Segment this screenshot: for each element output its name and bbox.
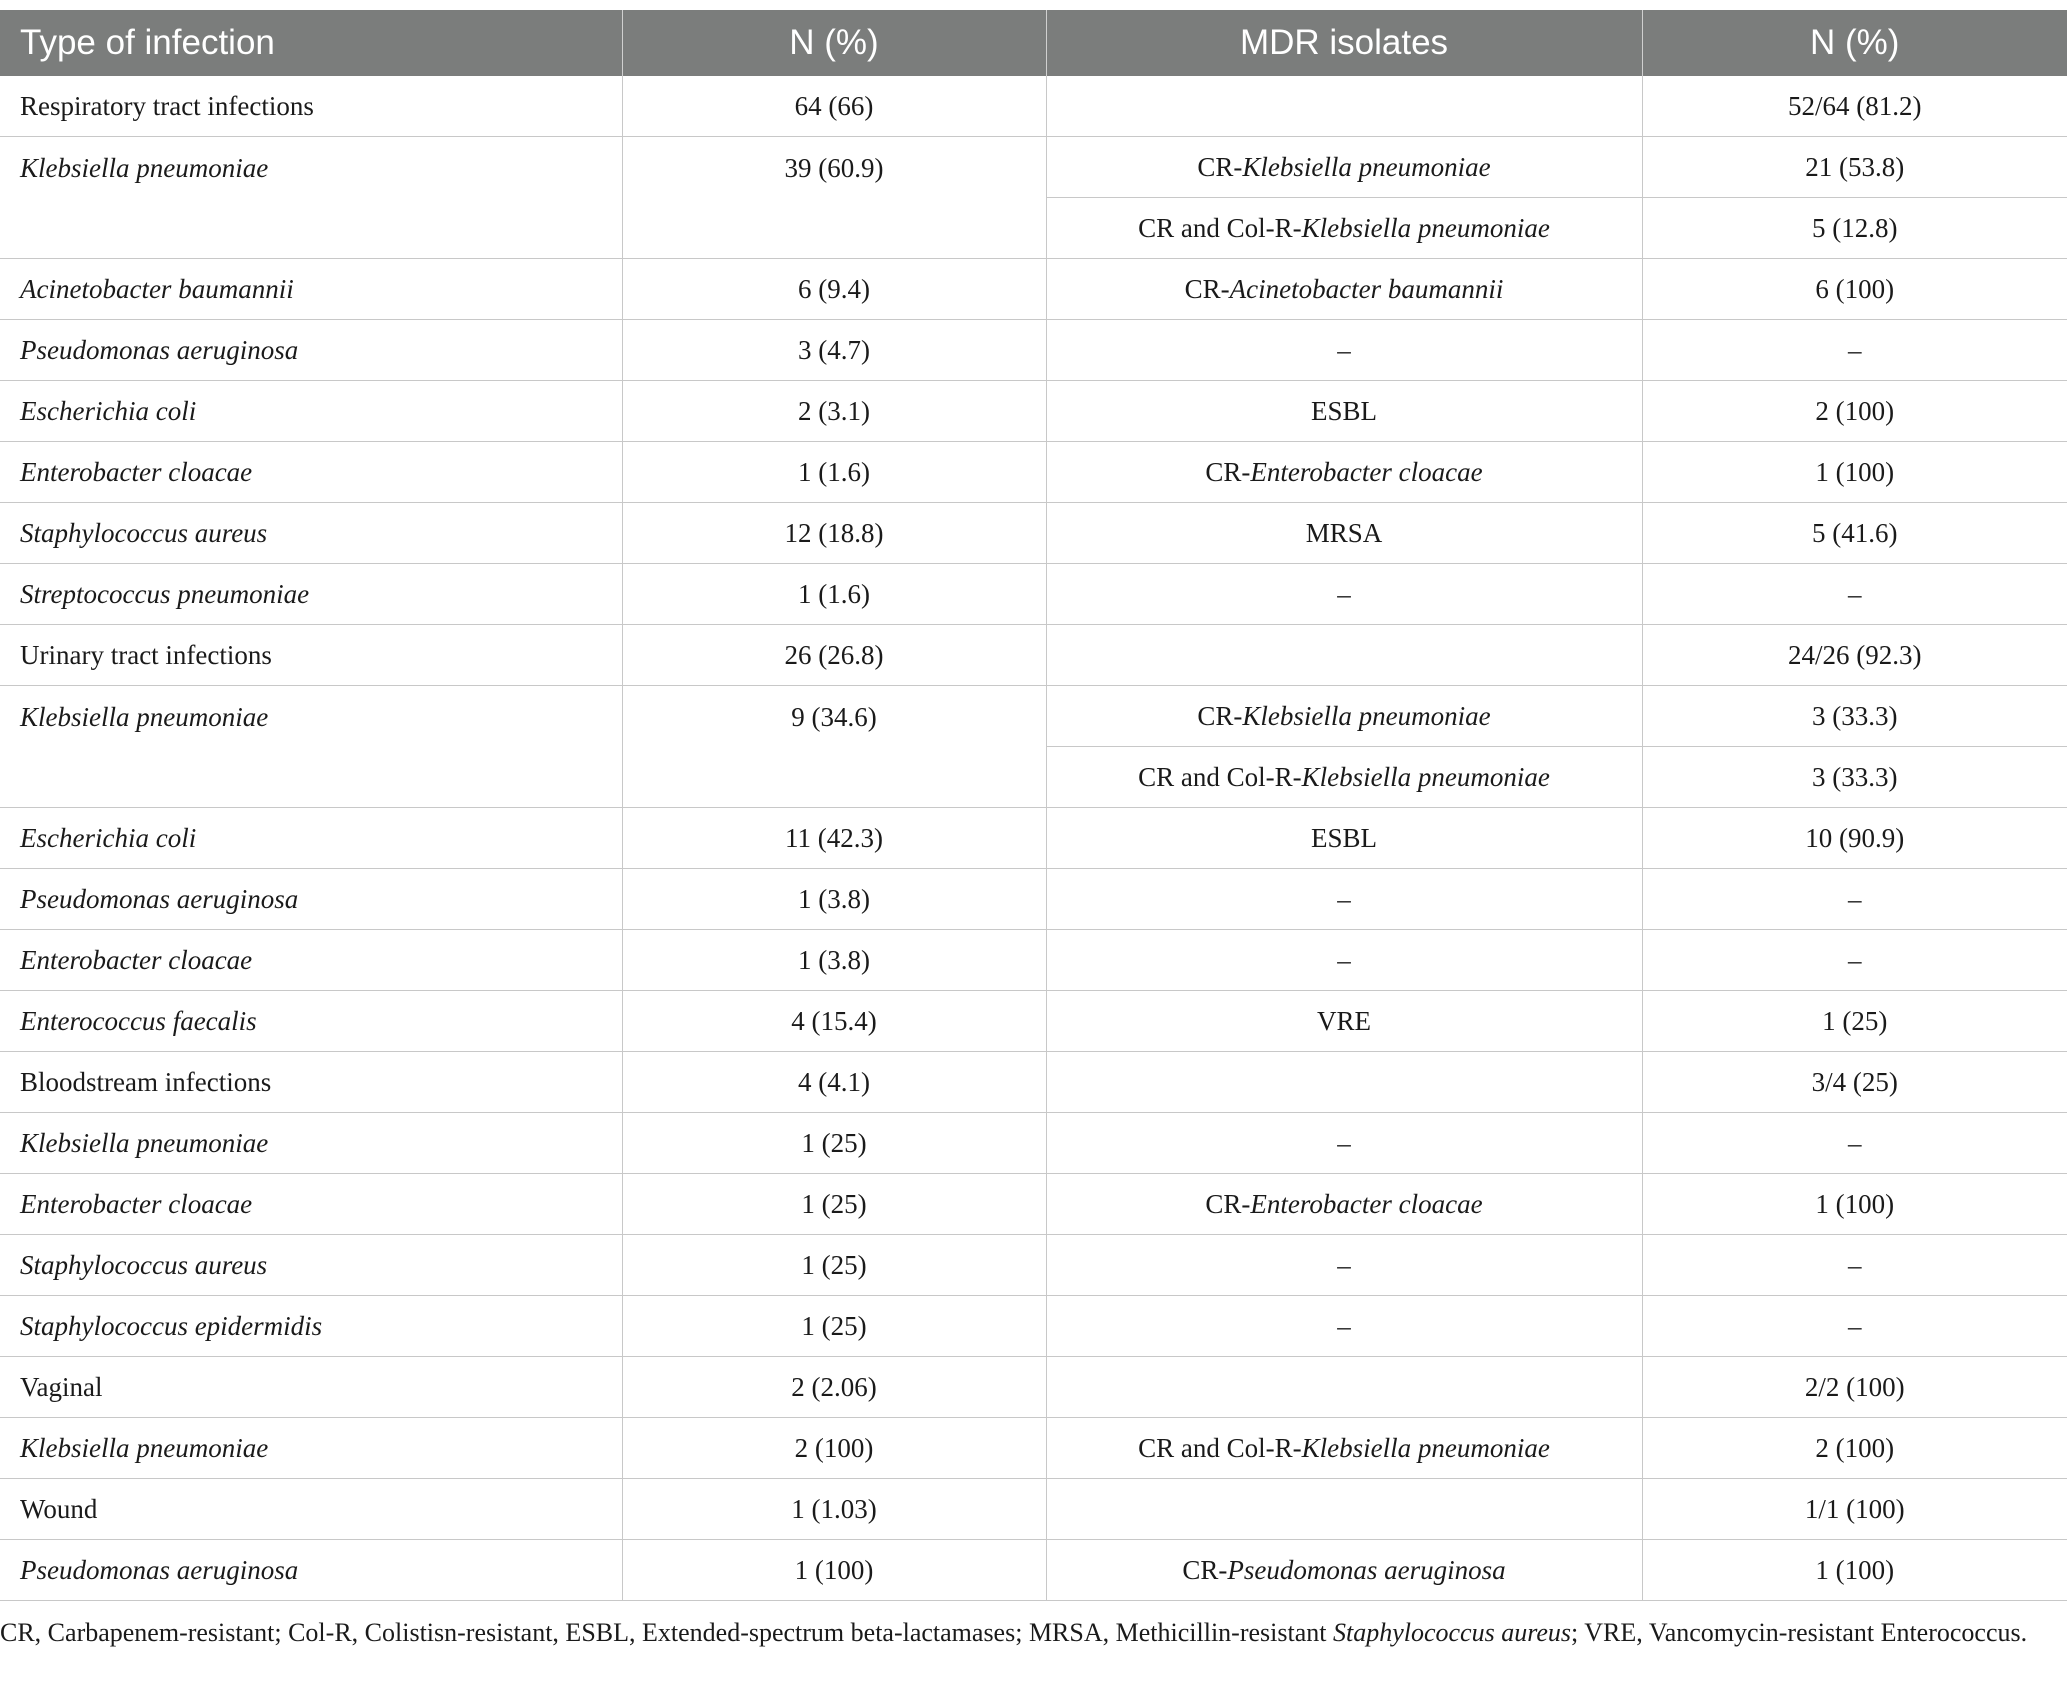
mdr-organism: Pseudomonas aeruginosa [1227,1554,1506,1585]
mdr-isolate-cell [1046,259,1642,320]
mdr-isolate-cell [1046,1174,1642,1235]
mdr-count-cell: 1 (25) [1642,991,2067,1052]
organism-cell: Klebsiella pneumoniae [0,137,622,259]
count-cell: 1 (25) [622,1113,1046,1174]
organism-cell: Staphylococcus epidermidis [0,1296,622,1357]
mdr-count-cell: 1 (100) [1642,1174,2067,1235]
footnote-text-end: ; VRE, Vancomycin-resistant Enterococcus. [1571,1618,2028,1647]
table-row [0,1113,2067,1174]
count-cell: 1 (1.6) [622,442,1046,503]
mdr-organism: Klebsiella pneumoniae [1301,761,1550,792]
table-row [0,381,2067,442]
table-row [0,442,2067,503]
mdr-organism: Enterobacter cloacae [1250,456,1483,487]
mdr-prefix: – [1337,1127,1351,1158]
mdr-count-cell: 6 (100) [1642,259,2067,320]
organism-cell: Enterobacter cloacae [0,930,622,991]
mdr-isolate-cell [1046,381,1642,442]
infection-type-cell: Respiratory tract infections [0,76,622,137]
mdr-count-cell: 52/64 (81.2) [1642,76,2067,137]
organism-cell: Pseudomonas aeruginosa [0,320,622,381]
mdr-isolate-cell [1046,320,1642,381]
infection-type-cell: Bloodstream infections [0,1052,622,1113]
table-row [0,137,2067,198]
infection-table-container [0,10,2067,1601]
mdr-prefix: MRSA [1305,517,1383,548]
mdr-isolate-cell [1046,1357,1642,1418]
table-row [0,320,2067,381]
table-row [0,625,2067,686]
mdr-count-cell: – [1642,564,2067,625]
mdr-organism: Klebsiella pneumoniae [1242,151,1491,182]
count-cell: 64 (66) [622,76,1046,137]
count-cell: 1 (1.6) [622,564,1046,625]
count-cell: 1 (3.8) [622,869,1046,930]
mdr-count-cell: – [1642,1113,2067,1174]
mdr-isolate-cell [1046,1113,1642,1174]
table-row [0,991,2067,1052]
count-cell: 4 (15.4) [622,991,1046,1052]
table-row [0,76,2067,137]
mdr-isolate-cell [1046,1540,1642,1601]
infection-mdr-table [0,10,2067,1601]
mdr-isolate-cell [1046,76,1642,137]
mdr-organism: Acinetobacter baumannii [1229,273,1504,304]
organism-cell: Acinetobacter baumannii [0,259,622,320]
mdr-prefix: – [1337,1310,1351,1341]
mdr-prefix: – [1337,883,1351,914]
header-row [0,10,2067,76]
header-n-percent: N (%) [622,10,1046,76]
organism-cell: Streptococcus pneumoniae [0,564,622,625]
table-row [0,1174,2067,1235]
mdr-isolate-cell [1046,1479,1642,1540]
count-cell: 6 (9.4) [622,259,1046,320]
mdr-count-cell: 3/4 (25) [1642,1052,2067,1113]
count-cell: 1 (1.03) [622,1479,1046,1540]
count-cell: 4 (4.1) [622,1052,1046,1113]
mdr-count-cell: 2 (100) [1642,1418,2067,1479]
organism-cell: Klebsiella pneumoniae [0,686,622,808]
count-cell: 26 (26.8) [622,625,1046,686]
organism-cell: Staphylococcus aureus [0,503,622,564]
mdr-isolate-cell [1046,1296,1642,1357]
table-row [0,1296,2067,1357]
mdr-prefix: CR- [1184,273,1230,304]
mdr-isolate-cell [1046,991,1642,1052]
mdr-count-cell: – [1642,869,2067,930]
mdr-isolate-cell [1046,1418,1642,1479]
mdr-count-cell: 21 (53.8) [1642,137,2067,198]
count-cell: 2 (2.06) [622,1357,1046,1418]
header-mdr-n-percent: N (%) [1642,10,2067,76]
mdr-isolate-cell [1046,564,1642,625]
mdr-prefix: CR- [1197,700,1243,731]
mdr-isolate-cell [1046,137,1642,198]
count-cell: 2 (100) [622,1418,1046,1479]
mdr-prefix: ESBL [1310,395,1377,426]
organism-cell: Enterococcus faecalis [0,991,622,1052]
count-cell: 2 (3.1) [622,381,1046,442]
count-cell: 3 (4.7) [622,320,1046,381]
mdr-isolate-cell [1046,503,1642,564]
mdr-count-cell: – [1642,1296,2067,1357]
table-row [0,503,2067,564]
mdr-prefix: CR- [1205,456,1251,487]
mdr-count-cell: 2/2 (100) [1642,1357,2067,1418]
mdr-prefix: CR- [1182,1554,1228,1585]
table-row [0,1540,2067,1601]
mdr-prefix: – [1337,944,1351,975]
mdr-count-cell: 1/1 (100) [1642,1479,2067,1540]
count-cell: 39 (60.9) [622,137,1046,259]
table-row [0,686,2067,747]
mdr-count-cell: 1 (100) [1642,442,2067,503]
mdr-prefix: – [1337,1249,1351,1280]
mdr-prefix: – [1337,334,1351,365]
table-header [0,10,2067,76]
mdr-isolate-cell [1046,1052,1642,1113]
mdr-count-cell: – [1642,930,2067,991]
count-cell: 1 (3.8) [622,930,1046,991]
infection-type-cell: Wound [0,1479,622,1540]
organism-cell: Escherichia coli [0,381,622,442]
mdr-isolate-cell [1046,625,1642,686]
mdr-count-cell: 3 (33.3) [1642,747,2067,808]
mdr-prefix: CR and Col-R- [1138,1432,1302,1463]
mdr-prefix: ESBL [1310,822,1377,853]
mdr-prefix: CR and Col-R- [1138,212,1302,243]
mdr-prefix: CR and Col-R- [1138,761,1302,792]
mdr-isolate-cell [1046,198,1642,259]
count-cell: 1 (25) [622,1174,1046,1235]
mdr-organism: Klebsiella pneumoniae [1301,212,1550,243]
organism-cell: Escherichia coli [0,808,622,869]
table-footnote [0,1614,2050,1652]
table-row [0,1418,2067,1479]
mdr-organism: Enterobacter cloacae [1250,1188,1483,1219]
table-row [0,1357,2067,1418]
table-row [0,1052,2067,1113]
mdr-count-cell: 1 (100) [1642,1540,2067,1601]
count-cell: 11 (42.3) [622,808,1046,869]
mdr-count-cell: 3 (33.3) [1642,686,2067,747]
table-row [0,930,2067,991]
organism-cell: Pseudomonas aeruginosa [0,1540,622,1601]
mdr-count-cell: – [1642,320,2067,381]
mdr-isolate-cell [1046,747,1642,808]
mdr-count-cell: 5 (41.6) [1642,503,2067,564]
table-row [0,1479,2067,1540]
organism-cell: Klebsiella pneumoniae [0,1113,622,1174]
mdr-isolate-cell [1046,930,1642,991]
mdr-organism: Klebsiella pneumoniae [1242,700,1491,731]
count-cell: 1 (25) [622,1296,1046,1357]
mdr-prefix: CR- [1205,1188,1251,1219]
mdr-count-cell: – [1642,1235,2067,1296]
count-cell: 1 (25) [622,1235,1046,1296]
mdr-prefix: CR- [1197,151,1243,182]
table-body [0,76,2067,1601]
mdr-isolate-cell [1046,1235,1642,1296]
organism-cell: Staphylococcus aureus [0,1235,622,1296]
mdr-count-cell: 2 (100) [1642,381,2067,442]
count-cell: 9 (34.6) [622,686,1046,808]
table-row [0,808,2067,869]
table-row [0,564,2067,625]
table-row [0,259,2067,320]
count-cell: 12 (18.8) [622,503,1046,564]
footnote-organism: Staphylococcus aureus [1332,1618,1572,1647]
organism-cell: Pseudomonas aeruginosa [0,869,622,930]
infection-type-cell: Vaginal [0,1357,622,1418]
mdr-prefix: VRE [1317,1005,1371,1036]
header-mdr-isolates: MDR isolates [1046,10,1642,76]
table-row [0,869,2067,930]
mdr-isolate-cell [1046,808,1642,869]
mdr-isolate-cell [1046,869,1642,930]
header-type-of-infection: Type of infection [0,10,622,76]
mdr-prefix: – [1337,578,1351,609]
mdr-organism: Klebsiella pneumoniae [1301,1432,1550,1463]
count-cell: 1 (100) [622,1540,1046,1601]
organism-cell: Klebsiella pneumoniae [0,1418,622,1479]
mdr-isolate-cell [1046,686,1642,747]
mdr-count-cell: 5 (12.8) [1642,198,2067,259]
table-row [0,1235,2067,1296]
mdr-count-cell: 24/26 (92.3) [1642,625,2067,686]
organism-cell: Enterobacter cloacae [0,442,622,503]
infection-type-cell: Urinary tract infections [0,625,622,686]
footnote-text: CR, Carbapenem-resistant; Col-R, Colistisn-resistant, ESBL, Extended-spectrum beta-lactamases; MRSA, Methicillin-resistant [0,1618,1333,1647]
mdr-count-cell: 10 (90.9) [1642,808,2067,869]
organism-cell: Enterobacter cloacae [0,1174,622,1235]
mdr-isolate-cell [1046,442,1642,503]
